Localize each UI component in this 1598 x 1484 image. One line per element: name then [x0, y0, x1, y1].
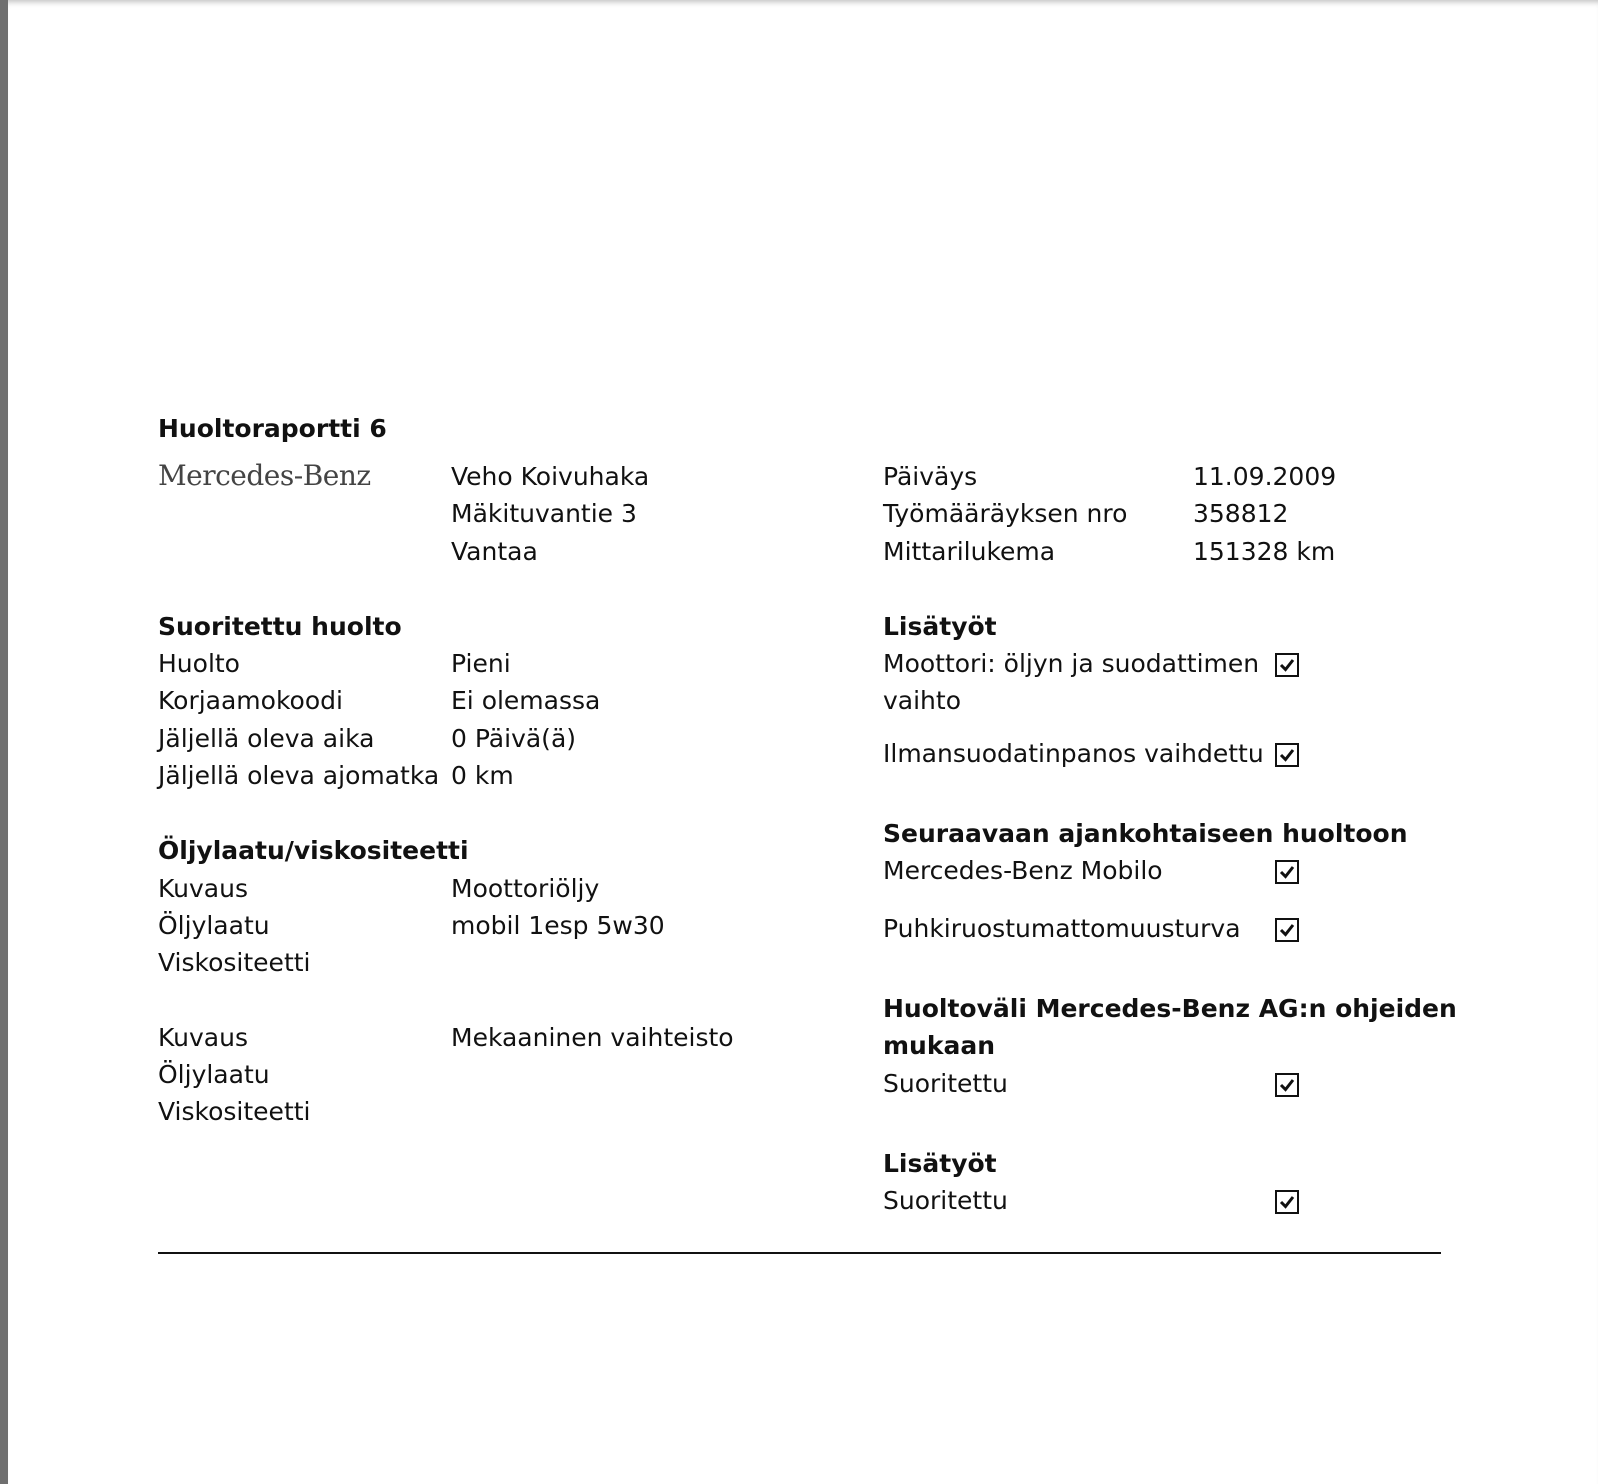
mercedes-benz-logo: Mercedes-Benz	[158, 459, 371, 492]
oil-change-checkbox[interactable]	[1275, 653, 1299, 677]
gearbox-description-value: Mekaaninen vaihteisto	[451, 1023, 734, 1052]
checkmark-icon	[1278, 746, 1296, 764]
oil-heading: Öljylaatu/viskositeetti	[158, 836, 469, 865]
service-label: Huolto	[158, 649, 240, 678]
interval-done-label: Suoritettu	[883, 1069, 1008, 1098]
odometer-value: 151328 km	[1193, 537, 1336, 566]
date-label: Päiväys	[883, 462, 978, 491]
extra-work2-done-label: Suoritettu	[883, 1186, 1008, 1215]
rust-protection-checkbox[interactable]	[1275, 918, 1299, 942]
oil-change-label-line1: Moottori: öljyn ja suodattimen	[883, 649, 1260, 678]
oil-quality-value: mobil 1esp 5w30	[451, 911, 665, 940]
remaining-distance-value: 0 km	[451, 761, 514, 790]
oil-change-label-line2: vaihto	[883, 686, 962, 715]
oil-description-value: Moottoriöljy	[451, 874, 600, 903]
mobilo-checkbox[interactable]	[1275, 860, 1299, 884]
remaining-distance-label: Jäljellä oleva ajomatka	[158, 761, 440, 790]
workshop-code-label: Korjaamokoodi	[158, 686, 343, 715]
oil-quality-label: Öljylaatu	[158, 911, 270, 940]
extra-work2-heading: Lisätyöt	[883, 1149, 997, 1178]
work-order-value: 358812	[1193, 499, 1289, 528]
extra-work2-done-checkbox[interactable]	[1275, 1190, 1299, 1214]
rust-protection-label: Puhkiruostumattomuusturva	[883, 914, 1241, 943]
extra-work-heading: Lisätyöt	[883, 612, 997, 641]
report-title: Huoltoraportti 6	[158, 414, 387, 443]
gearbox-oil-quality-label: Öljylaatu	[158, 1060, 270, 1089]
service-value: Pieni	[451, 649, 511, 678]
report-page	[8, 0, 1598, 1484]
remaining-time-value: 0 Päivä(ä)	[451, 724, 577, 753]
date-value: 11.09.2009	[1193, 462, 1337, 491]
air-filter-checkbox[interactable]	[1275, 743, 1299, 767]
odometer-label: Mittarilukema	[883, 537, 1056, 566]
checkmark-icon	[1278, 863, 1296, 881]
dealer-street: Mäkituvantie 3	[451, 499, 637, 528]
checkmark-icon	[1278, 656, 1296, 674]
oil-description-label: Kuvaus	[158, 874, 248, 903]
remaining-time-label: Jäljellä oleva aika	[158, 724, 375, 753]
oil-viscosity-label: Viskositeetti	[158, 948, 311, 977]
dealer-name: Veho Koivuhaka	[451, 462, 650, 491]
checkmark-icon	[1278, 1193, 1296, 1211]
interval-heading-line2: mukaan	[883, 1031, 996, 1060]
air-filter-label: Ilmansuodatinpanos vaihdettu	[883, 739, 1264, 768]
workshop-code-value: Ei olemassa	[451, 686, 601, 715]
gearbox-viscosity-label: Viskositeetti	[158, 1097, 311, 1126]
gearbox-description-label: Kuvaus	[158, 1023, 248, 1052]
interval-done-checkbox[interactable]	[1275, 1073, 1299, 1097]
checkmark-icon	[1278, 1076, 1296, 1094]
service-heading: Suoritettu huolto	[158, 612, 402, 641]
next-service-heading: Seuraavaan ajankohtaiseen huoltoon	[883, 819, 1408, 848]
mobilo-label: Mercedes-Benz Mobilo	[883, 856, 1163, 885]
dealer-city: Vantaa	[451, 537, 538, 566]
interval-heading-line1: Huoltoväli Mercedes-Benz AG:n ohjeiden	[883, 994, 1457, 1023]
bottom-divider	[158, 1252, 1441, 1254]
checkmark-icon	[1278, 921, 1296, 939]
work-order-label: Työmääräyksen nro	[883, 499, 1128, 528]
